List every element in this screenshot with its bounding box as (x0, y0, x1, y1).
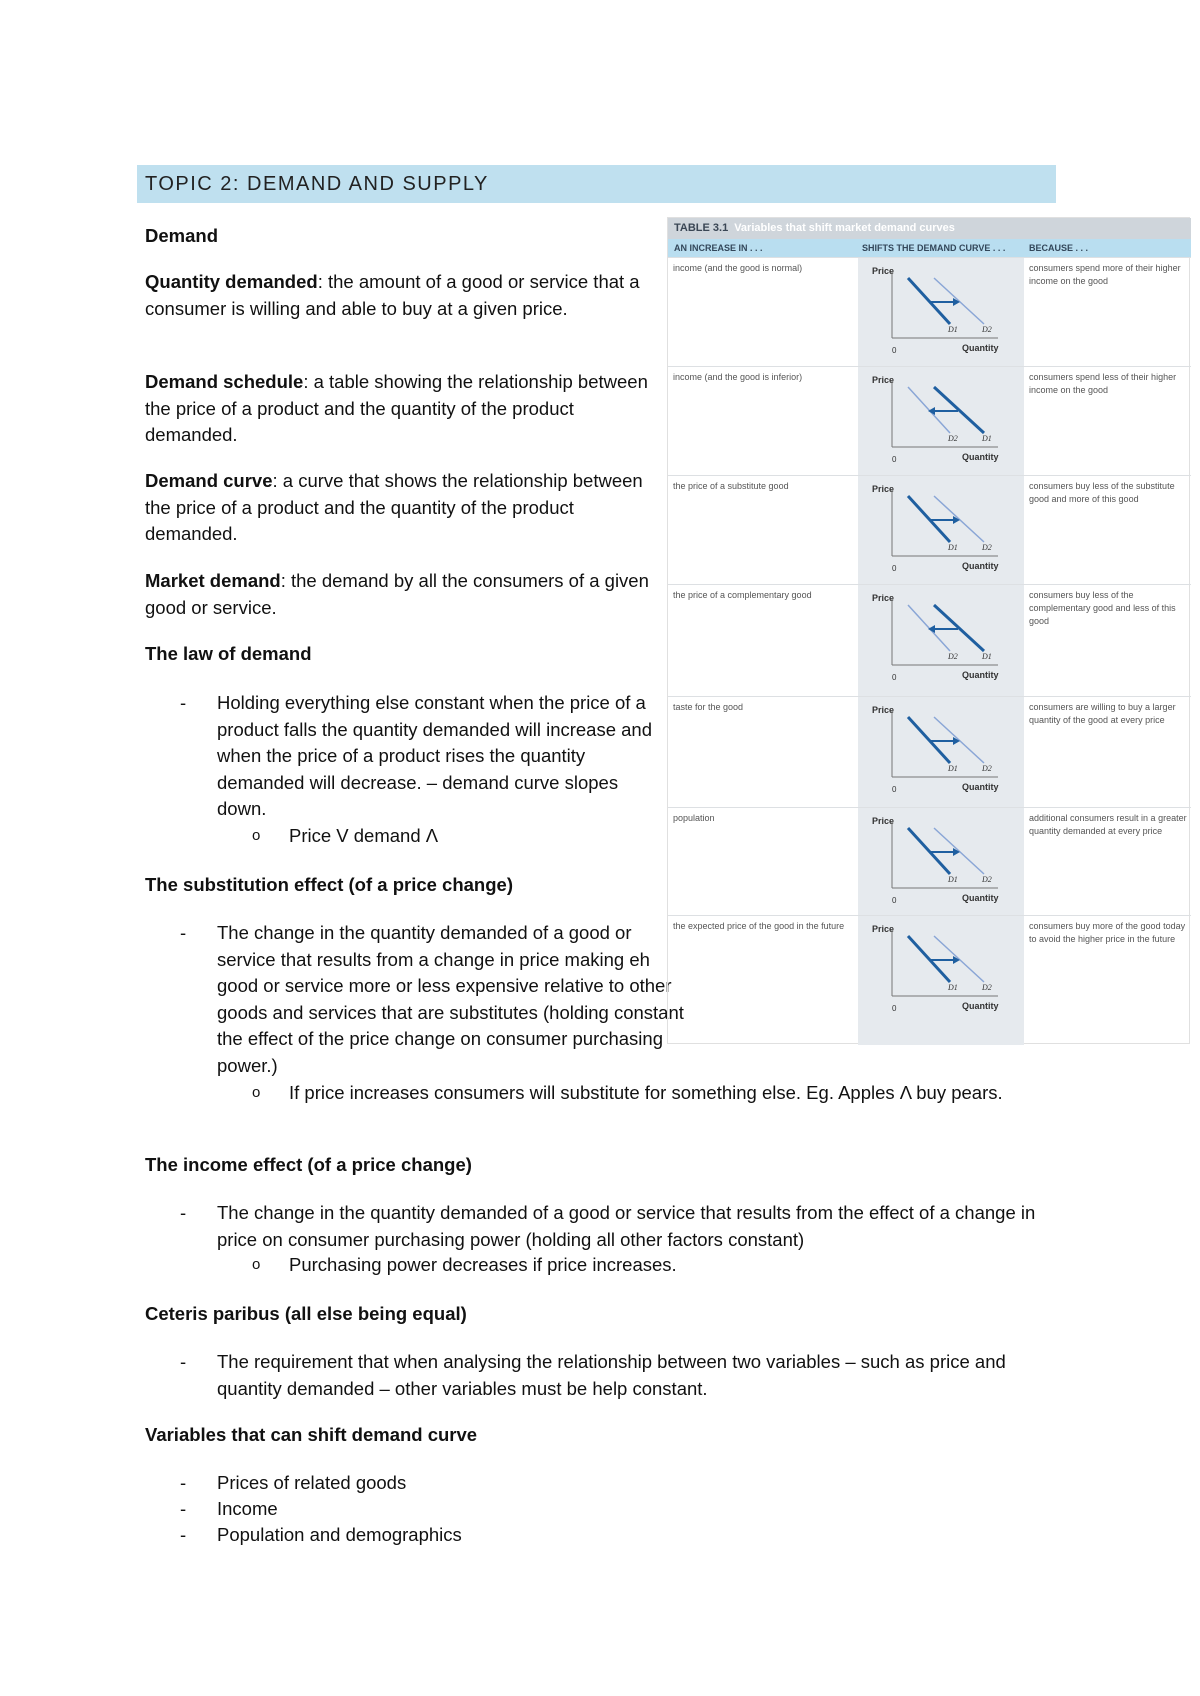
curve-label: D2 (982, 875, 992, 884)
table-cell-cause: the expected price of the good in the future (673, 921, 845, 931)
table-row (668, 475, 1191, 585)
curve-label: D2 (982, 325, 992, 334)
curve-label: D2 (982, 543, 992, 552)
curve-label: D1 (948, 325, 958, 334)
origin-label: 0 (892, 1004, 897, 1013)
demand-shift-graph (864, 697, 1020, 808)
ceteris-paribus-heading: Ceteris paribus (all else being equal) (145, 1303, 467, 1324)
demand-shift-graph (864, 916, 1020, 1046)
ceteris-paribus-bullet: The requirement that when analysing the relationship between two variables – such as price and quantity demanded – other variables must be help constant. (217, 1351, 1006, 1399)
curve-label: D2 (948, 652, 958, 661)
variables-heading: Variables that can shift demand curve (145, 1424, 478, 1445)
quantity-axis-label: Quantity (962, 452, 999, 462)
table-cell-cause: the price of a complementary good (673, 590, 812, 600)
curve-label: D2 (982, 764, 992, 773)
definition-market-demand: Market demand: the demand by all the consumers of a given good or service. (145, 570, 649, 618)
sub-bullet-marker: o (252, 827, 261, 844)
table-cell-because: consumers buy less of the complementary good and less of this good (1029, 590, 1176, 626)
quantity-axis-label: Quantity (962, 782, 999, 792)
table-cell-because: consumers spend less of their higher income on the good (1029, 372, 1177, 395)
sub-bullet-marker: o (252, 1256, 261, 1273)
table-row (668, 584, 1191, 697)
law-of-demand-heading: The law of demand (145, 643, 312, 664)
bullet-dash: - (180, 1202, 187, 1223)
origin-label: 0 (892, 785, 897, 794)
table-row (668, 807, 1191, 916)
demand-shift-graph (864, 585, 1020, 697)
table-cell-because: consumers buy less of the substitute good and more of this good (1029, 481, 1175, 504)
curve-label: D1 (948, 764, 958, 773)
bullet-dash: - (180, 1472, 187, 1493)
table-header-row (668, 239, 1191, 257)
sub-bullet-marker: o (252, 1084, 261, 1101)
substitution-bullet: The change in the quantity demanded of a good or service that results from a change in price making eh good or service more or less expensive relative to other goods and services that are substitutes (holding constant the effect of the price change on consumer purchasing power.) (217, 922, 684, 1076)
substitution-sub: If price increases consumers will substitute for something else. Eg. Apples Λ buy pears. (289, 1082, 1003, 1103)
table-cell-because: additional consumers result in a greater quantity demanded at every price (1029, 813, 1187, 836)
table-header-cause: AN INCREASE IN . . . (674, 243, 763, 253)
bullet-dash: - (180, 1498, 187, 1519)
origin-label: 0 (892, 564, 897, 573)
definition-demand-curve: Demand curve: a curve that shows the relationship between the price of a product and the quantity of the product demanded. (145, 470, 643, 544)
table-cell-cause: income (and the good is normal) (673, 263, 803, 273)
demand-shift-table (667, 217, 1190, 1044)
income-effect-sub: Purchasing power decreases if price increases. (289, 1254, 677, 1275)
curve-label: D1 (948, 983, 958, 992)
price-axis-label: Price (872, 266, 895, 276)
variables-item: Population and demographics (217, 1524, 462, 1545)
curve-label: D2 (982, 983, 992, 992)
definition-quantity-demanded: Quantity demanded: the amount of a good or service that a consumer is willing and able to buy at a given price. (145, 271, 640, 319)
table-cell-because: consumers are willing to buy a larger quantity of the good at every price (1029, 702, 1176, 725)
table-header-because: BECAUSE . . . (1029, 243, 1089, 253)
curve-label: D1 (982, 434, 992, 443)
price-axis-label: Price (872, 924, 895, 934)
price-axis-label: Price (872, 593, 895, 603)
demand-shift-graph (864, 367, 1020, 476)
table-cell-cause: the price of a substitute good (673, 481, 789, 491)
topic-banner: TOPIC 2: DEMAND AND SUPPLY (137, 165, 1056, 203)
quantity-axis-label: Quantity (962, 343, 999, 353)
curve-label: D2 (948, 434, 958, 443)
table-row (668, 915, 1191, 1046)
origin-label: 0 (892, 896, 897, 905)
law-of-demand-bullet: Holding everything else constant when the price of a product falls the quantity demanded will increase and when the price of a product rises the quantity demanded will decrease. – demand curve slopes down. (217, 692, 653, 819)
income-effect-bullet: The change in the quantity demanded of a good or service that results from the effect of a change in price on consumer purchasing power (holding all other factors constant) (217, 1202, 1036, 1250)
table-cell-because: consumers buy more of the good today to avoid the higher price in the future (1029, 921, 1186, 944)
demand-shift-graph (864, 476, 1020, 585)
table-row (668, 696, 1191, 808)
origin-label: 0 (892, 346, 897, 355)
quantity-axis-label: Quantity (962, 561, 999, 571)
table-cell-because: consumers spend more of their higher income on the good (1029, 263, 1181, 286)
curve-label: D1 (982, 652, 992, 661)
quantity-axis-label: Quantity (962, 1001, 999, 1011)
variables-item: Income (217, 1498, 278, 1519)
demand-shift-graph (864, 808, 1020, 916)
table-row (668, 257, 1191, 367)
bullet-dash: - (180, 1351, 187, 1372)
price-axis-label: Price (872, 705, 895, 715)
income-effect-heading: The income effect (of a price change) (145, 1154, 472, 1175)
table-header-shift: SHIFTS THE DEMAND CURVE . . . (862, 243, 1006, 253)
law-of-demand-sub: Price V demand Λ (289, 825, 439, 846)
origin-label: 0 (892, 455, 897, 464)
price-axis-label: Price (872, 375, 895, 385)
table-caption: Variables that shift market demand curves (734, 222, 955, 234)
substitution-heading: The substitution effect (of a price change) (145, 874, 513, 895)
demand-heading: Demand (145, 225, 218, 246)
table-cell-cause: population (673, 813, 715, 823)
quantity-axis-label: Quantity (962, 670, 999, 680)
curve-label: D1 (948, 875, 958, 884)
demand-shift-graph (864, 258, 1020, 367)
bullet-dash: - (180, 922, 187, 943)
table-cell-cause: taste for the good (673, 702, 744, 712)
table-cell-cause: income (and the good is inferior) (673, 372, 803, 382)
quantity-axis-label: Quantity (962, 893, 999, 903)
table-number: TABLE 3.1 (674, 222, 729, 234)
bullet-dash: - (180, 1524, 187, 1545)
bullet-dash: - (180, 692, 187, 713)
price-axis-label: Price (872, 816, 895, 826)
origin-label: 0 (892, 673, 897, 682)
curve-label: D1 (948, 543, 958, 552)
table-row (668, 366, 1191, 476)
definition-demand-schedule: Demand schedule: a table showing the relationship between the price of a product and the quantity of the product demanded. (145, 371, 648, 445)
table-title (668, 218, 1191, 239)
variables-item: Prices of related goods (217, 1472, 407, 1493)
price-axis-label: Price (872, 484, 895, 494)
